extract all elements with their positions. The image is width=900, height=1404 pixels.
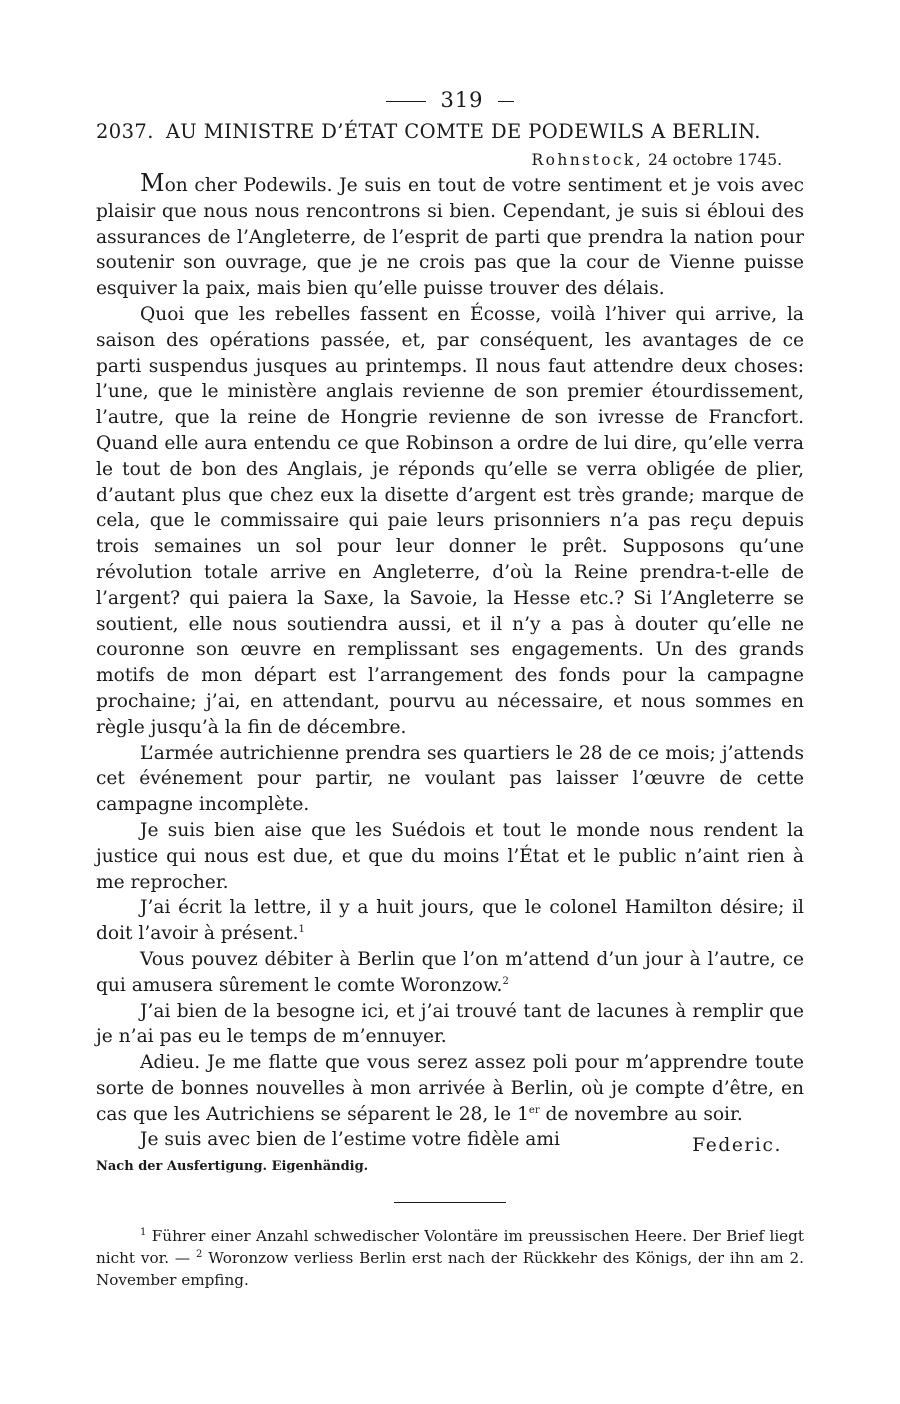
letter-number: 2037. <box>96 120 154 143</box>
letter-title: AU MINISTRE D’ÉTAT COMTE DE PODEWILS A BERLIN. <box>165 120 761 143</box>
paragraph-6 <box>96 947 804 999</box>
footnote-ref-2: 2 <box>502 975 509 987</box>
letter-heading <box>96 120 804 143</box>
paragraph-1-text: on cher Podewils. Je suis en tout de votre sentiment et je vois avec plaisir que nous nous rencontrons si bien. Cependant, je suis si ébloui des assurances de l’Angleterre, de l’esprit de parti que prendra la nation pour soutenir son ouvrage, que je ne crois pas que la cour de Vienne puisse esquiver la paix, mais bien qu’elle puisse trouver des délais. <box>96 175 804 300</box>
closing-text: Je suis avec bien de l’estime votre fidèle ami <box>140 1129 560 1151</box>
paragraph-2: Quoi que les rebelles fassent en Écosse, voilà l’hiver qui arrive, la saison des opérations passée, et, par conséquent, les avantages de ce parti suspendus jusques au printemps. Il nous faut attendre deux choses: l’une, que le ministère anglais revienne de son premier étourdissement, l’autre, que la reine de Hongrie revienne de son ivresse de Francfort. Quand elle aura entendu ce que Robinson a ordre de lui dire, qu’elle verra le tout de bon des Anglais, je réponds qu’elle se verra obligée de plier, d’autant plus que chez eux la disette d’argent est très grande; marque de cela, que le commissaire qui paie leurs prisonniers n’a pas reçu depuis trois semaines un sol pour leur donner le prêt. Supposons qu’une révolution totale arrive en Angleterre, d’où la Reine prendra-t-elle de l’argent? qui paiera la Saxe, la Savoie, la Hesse etc.? Si l’Angleterre se soutient, elle nous soutiendra aussi, et il n’y a pas à douter qu’elle ne couronne son œuvre en remplissant ses engagements. Un des grands motifs de mon départ est l’arrangement des fonds pour la campagne prochaine; j’ai, en attendant, pourvu au nécessaire, et nous sommes en règle jusqu’à la fin de décembre. <box>96 303 804 738</box>
letter-place: Rohnstock, <box>531 151 644 169</box>
letter-place-date <box>96 151 782 169</box>
paragraph-4: Je suis bien aise que les Suédois et tout le monde nous rendent la justice qui nous est due, et que du moins l’État et le public n’aint rien à me reprocher. <box>96 819 804 893</box>
footnote-2-text: Woronzow verliess Berlin erst nach der Rückkehr des Königs, der ihn am 2. November empfing. <box>96 1249 805 1290</box>
book-page <box>96 88 804 1291</box>
footnote-block <box>96 1225 804 1291</box>
paragraph-8 <box>96 1050 804 1127</box>
footnote-marker-2: 2 <box>195 1249 203 1261</box>
footnotes <box>96 1225 804 1291</box>
header-dash-left <box>386 101 426 102</box>
letter-body <box>96 171 804 1127</box>
paragraph-1-initial: M <box>140 169 165 197</box>
footnote-1-text: Führer einer Anzahl schwedischer Volontäre im preussischen Heere. Der Brief liegt nicht vor. — <box>96 1227 804 1268</box>
footnote-ref-1: 1 <box>298 923 305 935</box>
paragraph-8-text-after: de novembre au soir. <box>539 1103 743 1125</box>
paragraph-1 <box>96 171 804 302</box>
paragraph-3: L’armée autrichienne prendra ses quartiers le 28 de ce mois; j’attends cet événement pour partir, ne voulant pas laisser l’œuvre de cette campagne incomplète. <box>96 742 804 816</box>
page-number-header <box>96 88 804 112</box>
letter-closing <box>96 1127 804 1155</box>
signature: Federic. <box>692 1135 782 1157</box>
paragraph-7: J’ai bien de la besogne ici, et j’ai trouvé tant de lacunes à remplir que je n’ai pas eu le temps de m’ennuyer. <box>96 1000 804 1048</box>
page-number: 319 <box>440 88 484 112</box>
source-note: Nach der Ausfertigung. Eigenhändig. <box>96 1159 369 1175</box>
paragraph-5-text: J’ai écrit la lettre, il y a huit jours, que le colonel Hamilton désire; il doit l’avoir à présent. <box>96 897 804 945</box>
paragraph-6-text: Vous pouvez débiter à Berlin que l’on m’attend d’un jour à l’autre, ce qui amusera sûrement le comte Woronzow. <box>96 948 804 996</box>
ordinal-superscript: er <box>528 1104 540 1116</box>
footnote-marker-1: 1 <box>140 1227 147 1239</box>
footnote-rule <box>394 1202 506 1203</box>
header-dash-right <box>498 101 514 102</box>
paragraph-5 <box>96 895 804 947</box>
letter-date: 24 octobre 1745. <box>647 151 782 169</box>
paragraph-8-text-before: Adieu. Je me flatte que vous serez assez poli pour m’apprendre toute sorte de bonnes nouvelles à mon arrivée à Berlin, où je compte d’être, en cas que les Autrichiens se séparent le 28, le 1 <box>96 1052 804 1125</box>
